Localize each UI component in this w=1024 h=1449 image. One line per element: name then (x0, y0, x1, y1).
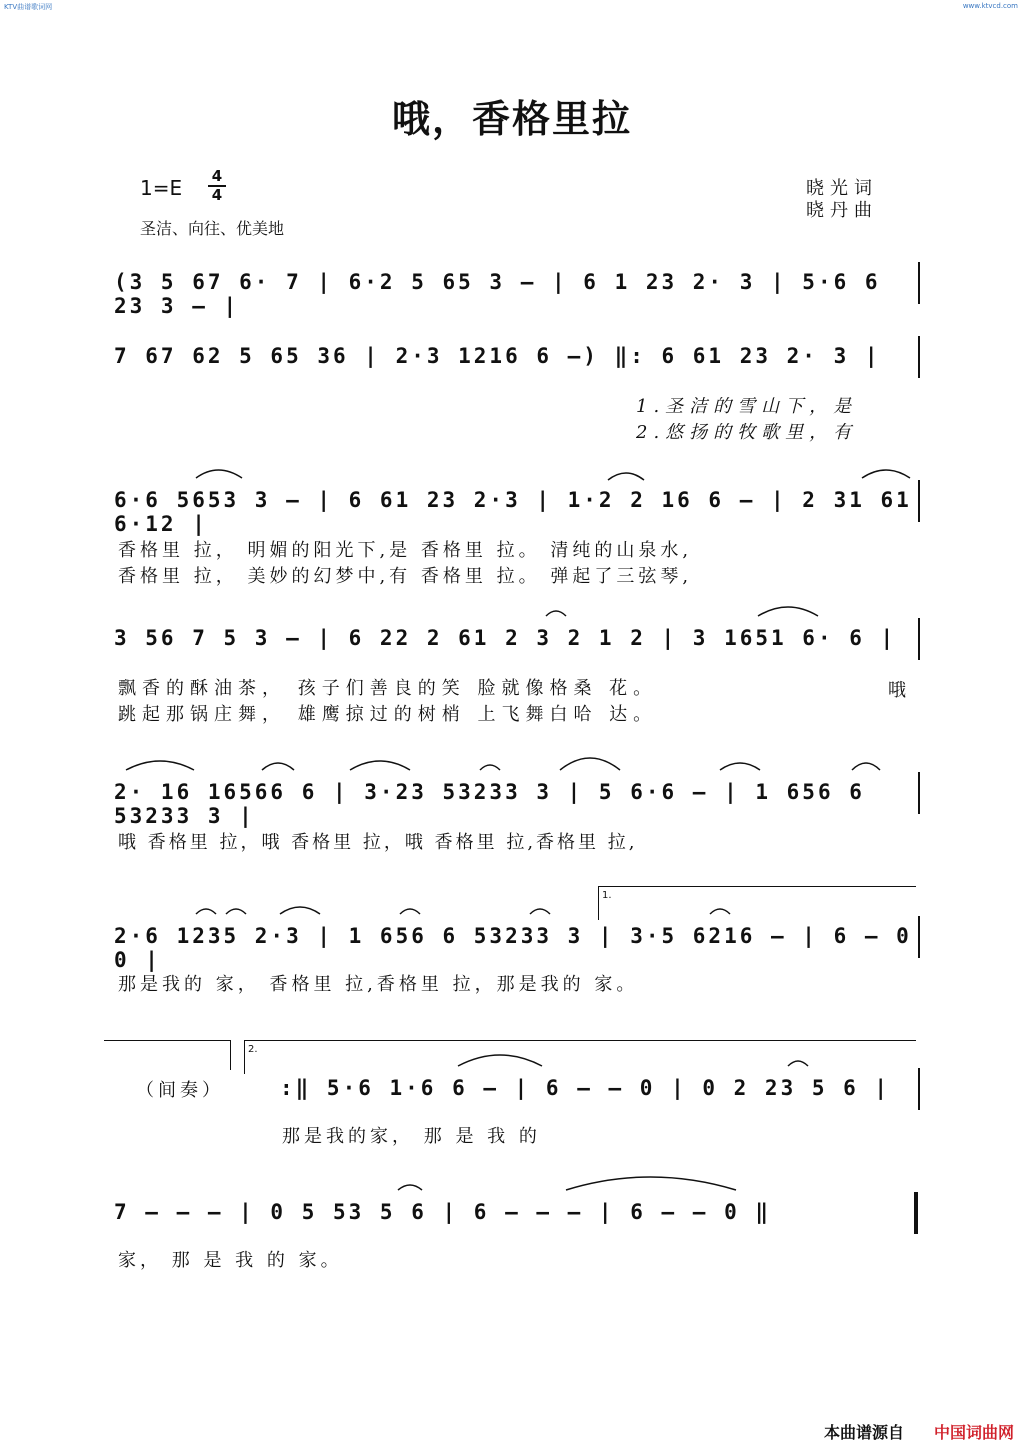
lyric-row3-verse1: 香格里 拉， 明媚的阳光下,是 香格里 拉。 清纯的山泉水, (118, 540, 693, 561)
song-title: 哦，香格里拉 (391, 96, 632, 141)
site-watermark-left: KTV曲谱歌词网 (4, 3, 53, 11)
staff-row-1: (3 5 67 6· 7 | 6·2 5 65 3 – | 6 1 23 2· 3 | 5·6 6 23 3 – | (114, 270, 881, 318)
slur (196, 909, 216, 914)
staff-row-2: 7 67 62 5 65 36 | 2·3 1216 6 –) ‖: 6 61 23 2· 3 | (114, 344, 881, 368)
staff-row-5: 2· 16 16566 6 | 3·23 53233 3 | 5 6·6 – | 1 656 6 53233 3 | (114, 780, 865, 828)
lyric-row2-verse2: 2.悠扬的牧歌里，有 (636, 422, 858, 443)
site-watermark-right: www.ktvcd.com (962, 2, 1018, 10)
slur (458, 1055, 542, 1066)
staff-row-4: 3 56 7 5 3 – | 6 22 2 61 2 3 2 1 2 | 3 1651 6· 6 | (114, 626, 897, 650)
staff-row-7: :‖ 5·6 1·6 6 – | 6 – – 0 | 0 2 23 5 6 | (280, 1076, 891, 1100)
slur (862, 470, 910, 478)
lyric-row4-oh: 哦 (888, 680, 912, 701)
slur (196, 470, 242, 478)
lyric-row4-verse2: 跳起那锅庄舞， 雄鹰掠过的树梢 上飞舞白哈 达。 (118, 704, 658, 725)
staff-row-8: 7 – – – | 0 5 53 5 6 | 6 – – – | 6 – – 0 ‖ (114, 1200, 772, 1224)
slur (546, 611, 566, 616)
lyric-row2-verse1: 1.圣洁的雪山下，是 (636, 396, 858, 417)
slur (480, 765, 500, 770)
slur (710, 909, 730, 914)
volta-1-label: 1. (602, 890, 612, 901)
lyric-row5: 哦 香格里 拉，哦 香格里 拉，哦 香格里 拉,香格里 拉, (118, 832, 638, 853)
composer-credit: 晓丹曲 (806, 200, 878, 221)
lyric-row8: 家， 那 是 我 的 家。 (118, 1250, 343, 1271)
key-signature: 1=E (140, 176, 183, 200)
lyric-row6: 那是我的 家， 香格里 拉,香格里 拉，那是我的 家。 (118, 974, 639, 995)
lyric-row4-verse1: 飘香的酥油茶， 孩子们善良的笑 脸就像格桑 花。 (118, 678, 658, 699)
slur (852, 763, 880, 770)
staff-row-6: 2·6 1235 2·3 | 1 656 6 53233 3 | 3·5 6216 – | 6 – 0 0 | (114, 924, 912, 972)
slur (350, 761, 410, 770)
staff-row-3: 6·6 5653 3 – | 6 61 23 2·3 | 1·2 2 16 6 – | 2 31 61 6·12 | (114, 488, 912, 536)
volta-2-label: 2. (248, 1044, 258, 1055)
slur (566, 1177, 736, 1190)
lyric-row7: 那是我的家， 那 是 我 的 (282, 1126, 541, 1147)
slur (226, 909, 246, 914)
time-signature-bottom: 4 (211, 186, 223, 204)
tempo-marking: 圣洁、向往、优美地 (140, 219, 285, 238)
slur (788, 1061, 808, 1066)
slur (530, 909, 550, 914)
slur (400, 909, 420, 914)
slur (720, 763, 760, 770)
slur (398, 1185, 422, 1190)
footer-source: 本曲谱源自 (823, 1423, 904, 1442)
slur (126, 761, 194, 770)
slur (262, 763, 294, 770)
slur (758, 607, 818, 616)
footer-site: 中国词曲网 (933, 1423, 1014, 1442)
slur (280, 907, 320, 914)
interlude-label: （间奏） (136, 1080, 224, 1101)
time-signature-top: 4 (211, 167, 223, 185)
slur (608, 473, 644, 480)
lyricist-credit: 晓光词 (806, 178, 878, 199)
slur (560, 758, 620, 770)
lyric-row3-verse2: 香格里 拉， 美妙的幻梦中,有 香格里 拉。 弹起了三弦琴, (118, 566, 693, 587)
